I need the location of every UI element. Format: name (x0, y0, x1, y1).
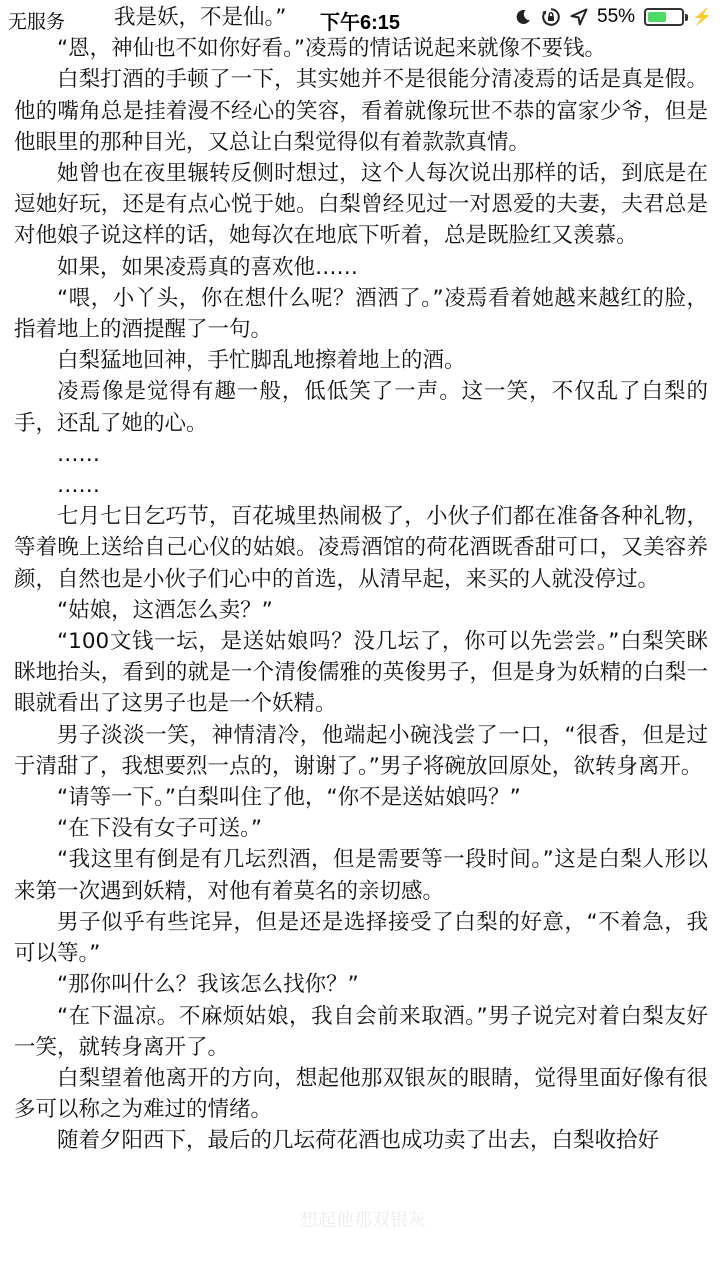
paragraph: “在下没有女子可送。” (57, 816, 263, 842)
paragraph: 男子淡淡一笑，神情清冷，他端起小碗浅尝了一口，“很香，但是过于清甜了，我想要烈一点的，谢谢了。”男子将碗放回原处，欲转身离开。 (14, 722, 708, 779)
paragraph: “100文钱一坛，是送姑娘吗？没几坛了，你可以先尝尝。”白梨笑眯眯地抬头，看到的就是一个清俊儒雅的英俊男子，但是身为妖精的白梨一眼就看出了这男子也是一个妖精。 (14, 629, 708, 717)
location-arrow-icon (570, 8, 588, 26)
paragraph: “姑娘，这酒怎么卖？” (57, 597, 273, 623)
clock: 下午6:15 (320, 12, 401, 34)
paragraph: “恩，神仙也不如你好看。”凌焉的情话说起来就像不要钱。 (57, 36, 607, 62)
orientation-lock-icon (541, 7, 561, 27)
status-icons (514, 6, 712, 28)
bottom-fade (0, 1256, 720, 1280)
carrier-label: 无服务 (8, 12, 66, 33)
paragraph: 随着夕阳西下，最后的几坛荷花酒也成功卖了出去，白梨收拾好 (57, 1128, 660, 1154)
watermark-text: 想起他那双银灰 (300, 1210, 426, 1231)
paragraph: 我是妖，不是仙。” (114, 5, 287, 30)
reader-page[interactable] (14, 2, 708, 1157)
paragraph: “那你叫什么？我该怎么找你？” (57, 972, 359, 998)
paragraph: 白梨猛地回神，手忙脚乱地擦着地上的酒。 (57, 348, 466, 374)
battery-percent: 55% (597, 6, 636, 27)
paragraph: 如果，如果凌焉真的喜欢他…… (57, 254, 359, 280)
paragraph: “我这里有倒是有几坛烈酒，但是需要等一段时间。”这是白梨人形以来第一次遇到妖精，对他有着莫名的亲切感。 (14, 847, 708, 904)
paragraph: 男子似乎有些诧异，但是还是选择接受了白梨的好意，“不着急，我可以等。” (14, 909, 708, 967)
paragraph: “在下温凉。不麻烦姑娘，我自会前来取酒。”男子说完对着白梨友好一笑，就转身离开了。 (14, 1003, 708, 1060)
moon-icon (514, 8, 532, 26)
paragraph: “请等一下。”白梨叫住了他，“你不是送姑娘吗？” (57, 785, 521, 811)
paragraph: 七月七日乞巧节，百花城里热闹极了，小伙子们都在准备各种礼物，等着晚上送给自己心仪的姑娘。凌焉酒馆的荷花酒既香甜可口，又美容养颜，自然也是小伙子们心中的首选，从清早起，来买的人就没停过。 (14, 504, 708, 592)
paragraph: 白梨打酒的手顿了一下，其实她并不是很能分清凌焉的话是真是假。他的嘴角总是挂着漫不经心的笑容，看着就像玩世不恭的富家少爷，但是他眼里的那种目光，又总让白梨觉得似有着款款真情。 (14, 67, 708, 155)
charging-bolt-icon: ⚡ (692, 9, 712, 26)
status-bar (0, 0, 720, 36)
battery-icon (644, 7, 712, 27)
paragraph: 白梨望着他离开的方向，想起他那双银灰的眼睛，觉得里面好像有很多可以称之为难过的情绪。 (14, 1065, 708, 1123)
paragraph: 她曾也在夜里辗转反侧时想过，这个人每次说出那样的话，到底是在逗她好玩，还是有点心悦于她。白梨曾经见过一对恩爱的夫妻，夫君总是对他娘子说这样的话，她每次在地底下听着，总是既脸红又羡慕。 (14, 161, 708, 249)
paragraph: 凌焉像是觉得有趣一般，低低笑了一声。这一笑，不仅乱了白梨的手，还乱了她的心。 (14, 379, 708, 436)
battery-fill (648, 12, 666, 22)
paragraph: “喂，小丫头，你在想什么呢？酒洒了。”凌焉看着她越来越红的脸，指着地上的酒提醒了一句。 (14, 285, 708, 343)
paragraph: …… (57, 441, 100, 467)
paragraph: …… (57, 473, 100, 499)
